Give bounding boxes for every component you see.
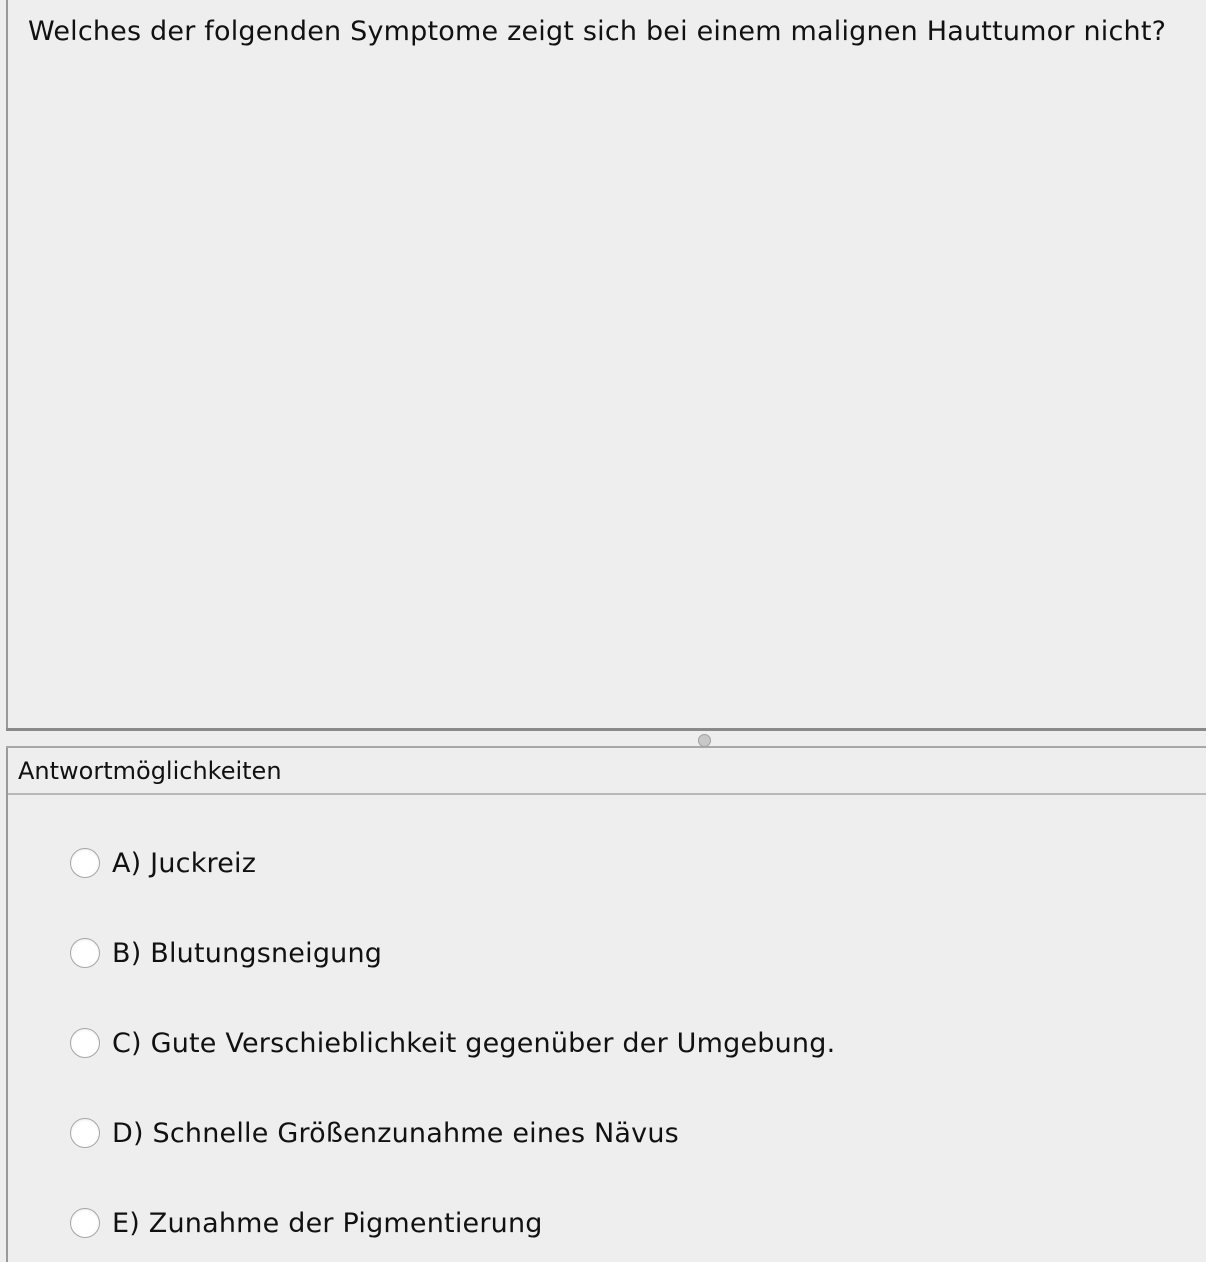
- radio-button-c[interactable]: [70, 1028, 100, 1058]
- answer-label-d[interactable]: D) Schnelle Größenzunahme eines Nävus: [112, 1117, 679, 1149]
- answers-header: [8, 748, 1206, 795]
- answer-label-e[interactable]: E) Zunahme der Pigmentierung: [112, 1207, 543, 1239]
- answer-label-c[interactable]: C) Gute Verschieblichkeit gegenüber der Umgebung.: [112, 1027, 836, 1059]
- radio-button-e[interactable]: [70, 1208, 100, 1238]
- radio-button-a[interactable]: [70, 848, 100, 878]
- split-pane-divider[interactable]: [6, 728, 1206, 748]
- answer-option-d[interactable]: [70, 1115, 679, 1151]
- answer-option-c[interactable]: [70, 1025, 835, 1061]
- answers-title: Antwortmöglichkeiten: [18, 757, 282, 785]
- answer-option-a[interactable]: [70, 845, 256, 881]
- answer-option-b[interactable]: [70, 935, 382, 971]
- question-pane: [6, 0, 1206, 729]
- radio-button-d[interactable]: [70, 1118, 100, 1148]
- answer-label-b[interactable]: B) Blutungsneigung: [112, 937, 383, 969]
- question-text: Welches der folgenden Symptome zeigt sich bei einem malignen Hauttumor nicht?: [28, 16, 1167, 47]
- answer-label-a[interactable]: A) Juckreiz: [112, 847, 257, 879]
- divider-handle-icon[interactable]: [698, 734, 711, 747]
- answers-pane: [6, 748, 1206, 1262]
- radio-button-b[interactable]: [70, 938, 100, 968]
- answer-option-e[interactable]: [70, 1205, 543, 1241]
